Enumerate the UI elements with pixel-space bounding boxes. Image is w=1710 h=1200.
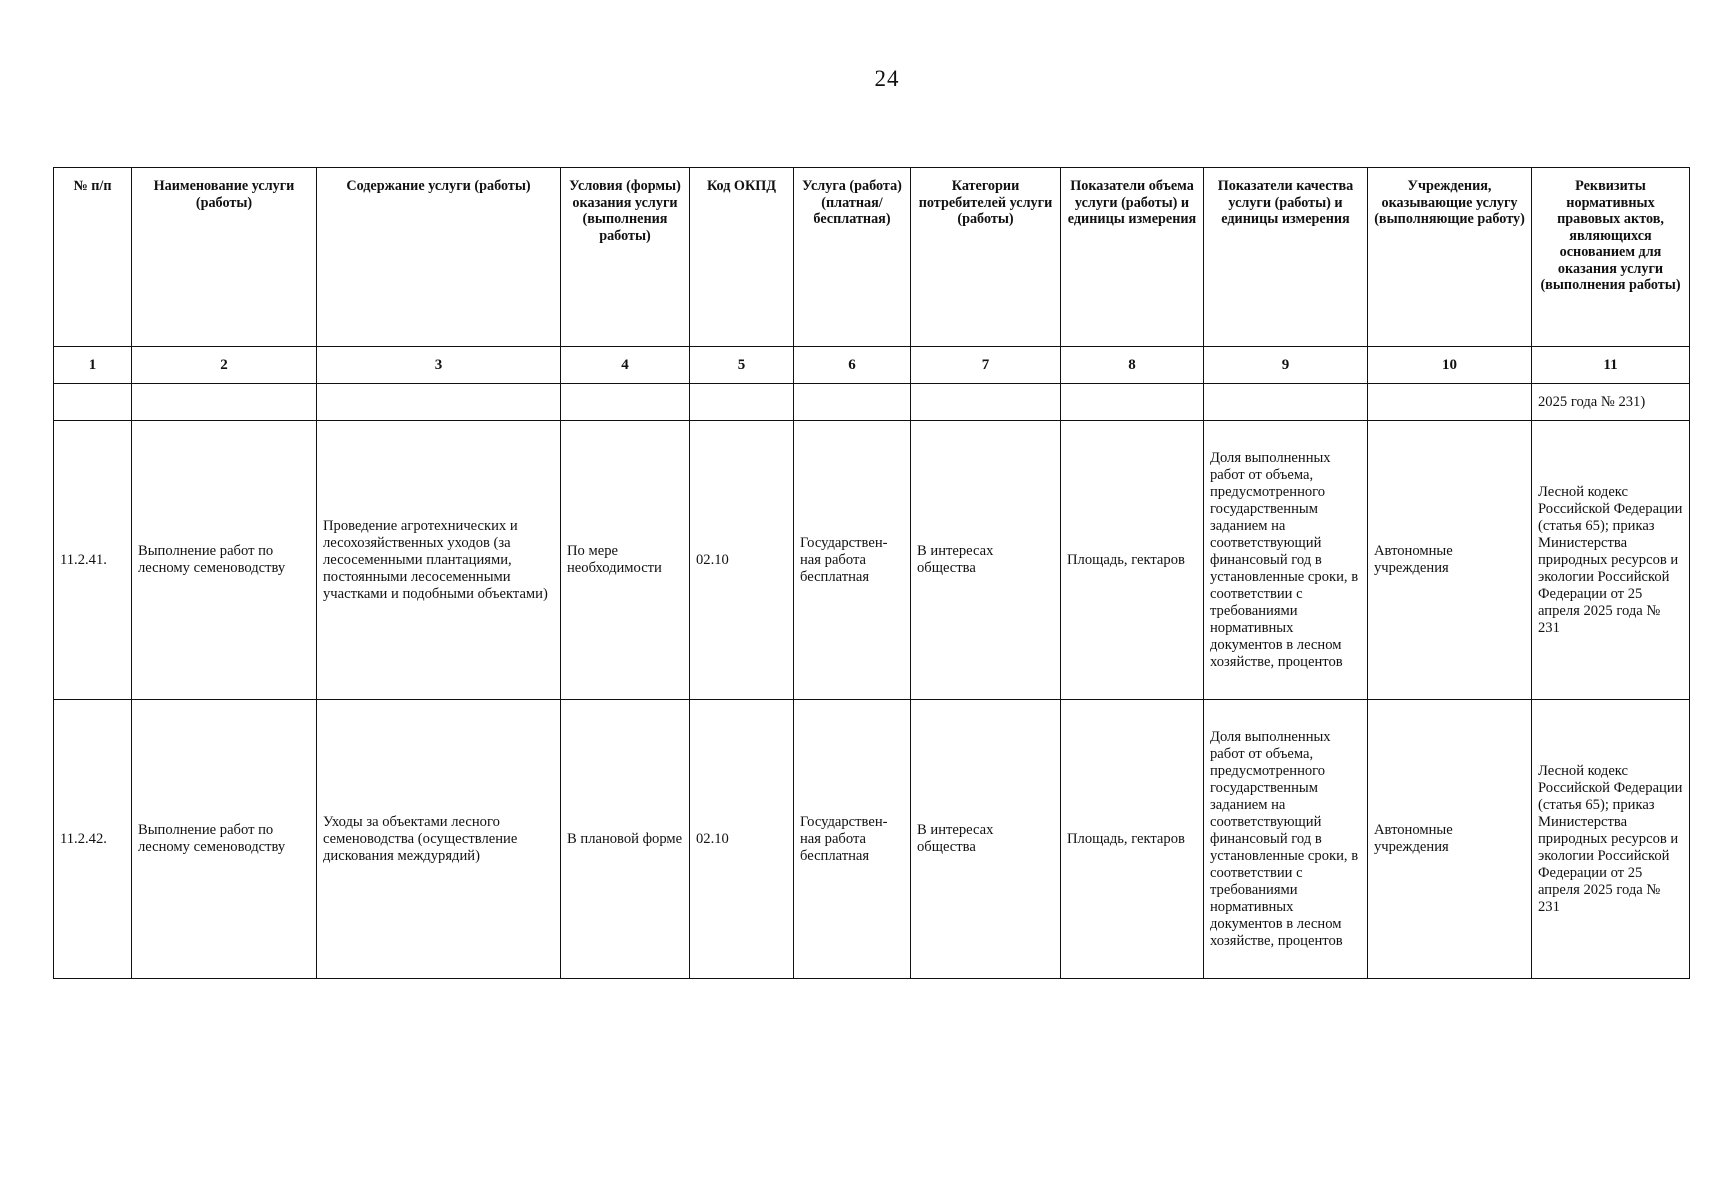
quality-indicator: Доля выполненных работ от объема, предусмотренного государственным заданием на соответствующий финансовый год в установленные сроки, в соответствии с требованиями нормативных документов в лесном хозяйстве, процентов <box>1204 700 1368 979</box>
empty-cell <box>911 384 1061 421</box>
volume-indicator: Площадь, гектаров <box>1061 700 1204 979</box>
volume-indicator: Площадь, гектаров <box>1061 421 1204 700</box>
column-number: 10 <box>1368 347 1532 384</box>
service-conditions: По мере необходимости <box>561 421 690 700</box>
service-content: Уходы за объектами лесного семеноводства (осуществление дискования междурядий) <box>317 700 561 979</box>
empty-cell <box>794 384 911 421</box>
column-number: 11 <box>1532 347 1690 384</box>
services-table <box>53 167 1690 979</box>
consumer-category: В интересах общества <box>911 421 1061 700</box>
legal-acts: Лесной кодекс Российской Федерации (статья 65); приказ Министерства природных ресурсов и экологии Российской Федерации от 25 апреля 2025 года № 231 <box>1532 421 1690 700</box>
okpd-code: 02.10 <box>690 700 794 979</box>
page-number: 24 <box>874 66 900 91</box>
column-number: 7 <box>911 347 1061 384</box>
empty-cell <box>561 384 690 421</box>
header-institutions: Учреждения, оказывающие услугу (выполняющие работу) <box>1368 168 1532 347</box>
legal-acts: Лесной кодекс Российской Федерации (статья 65); приказ Министерства природных ресурсов и экологии Российской Федерации от 25 апреля 2025 года № 231 <box>1532 700 1690 979</box>
consumer-category: В интересах общества <box>911 700 1061 979</box>
column-number: 5 <box>690 347 794 384</box>
okpd-code: 02.10 <box>690 421 794 700</box>
header-service-content: Содержание услуги (работы) <box>317 168 561 347</box>
column-number-row <box>54 347 1690 384</box>
empty-cell <box>54 384 132 421</box>
header-service-name: Наименование услуги (работы) <box>132 168 317 347</box>
column-number: 9 <box>1204 347 1368 384</box>
paid-status: Государствен-ная работа бесплатная <box>794 700 911 979</box>
column-number: 8 <box>1061 347 1204 384</box>
service-conditions: В плановой форме <box>561 700 690 979</box>
continuation-legal-text: 2025 года № 231) <box>1532 384 1690 421</box>
row-number: 11.2.41. <box>54 421 132 700</box>
header-paid-free: Услуга (работа) (платная/ бесплатная) <box>794 168 911 347</box>
institutions: Автономные учреждения <box>1368 421 1532 700</box>
header-row <box>54 168 1690 347</box>
header-number: № п/п <box>54 168 132 347</box>
column-number: 6 <box>794 347 911 384</box>
quality-indicator: Доля выполненных работ от объема, предусмотренного государственным заданием на соответствующий финансовый год в установленные сроки, в соответствии с требованиями нормативных документов в лесном хозяйстве, процентов <box>1204 421 1368 700</box>
continuation-row <box>54 384 1690 421</box>
table-row <box>54 421 1690 700</box>
table-row <box>54 700 1690 979</box>
header-okpd-code: Код ОКПД <box>690 168 794 347</box>
empty-cell <box>1061 384 1204 421</box>
empty-cell <box>317 384 561 421</box>
header-quality-indicators: Показатели качества услуги (работы) и единицы измерения <box>1204 168 1368 347</box>
empty-cell <box>1368 384 1532 421</box>
column-number: 3 <box>317 347 561 384</box>
header-volume-indicators: Показатели объема услуги (работы) и единицы измерения <box>1061 168 1204 347</box>
column-number: 1 <box>54 347 132 384</box>
service-name: Выполнение работ по лесному семеноводству <box>132 421 317 700</box>
empty-cell <box>690 384 794 421</box>
empty-cell <box>1204 384 1368 421</box>
service-content: Проведение агротехнических и лесохозяйственных уходов (за лесосеменными плантациями, постоянными лесосеменными участками и подобными объектами) <box>317 421 561 700</box>
header-consumer-categories: Категории потребителей услуги (работы) <box>911 168 1061 347</box>
header-legal-acts: Реквизиты нормативных правовых актов, являющихся основанием для оказания услуги (выполнения работы) <box>1532 168 1690 347</box>
empty-cell <box>132 384 317 421</box>
institutions: Автономные учреждения <box>1368 700 1532 979</box>
column-number: 4 <box>561 347 690 384</box>
paid-status: Государствен-ная работа бесплатная <box>794 421 911 700</box>
row-number: 11.2.42. <box>54 700 132 979</box>
service-name: Выполнение работ по лесному семеноводству <box>132 700 317 979</box>
header-conditions: Условия (формы) оказания услуги (выполнения работы) <box>561 168 690 347</box>
column-number: 2 <box>132 347 317 384</box>
